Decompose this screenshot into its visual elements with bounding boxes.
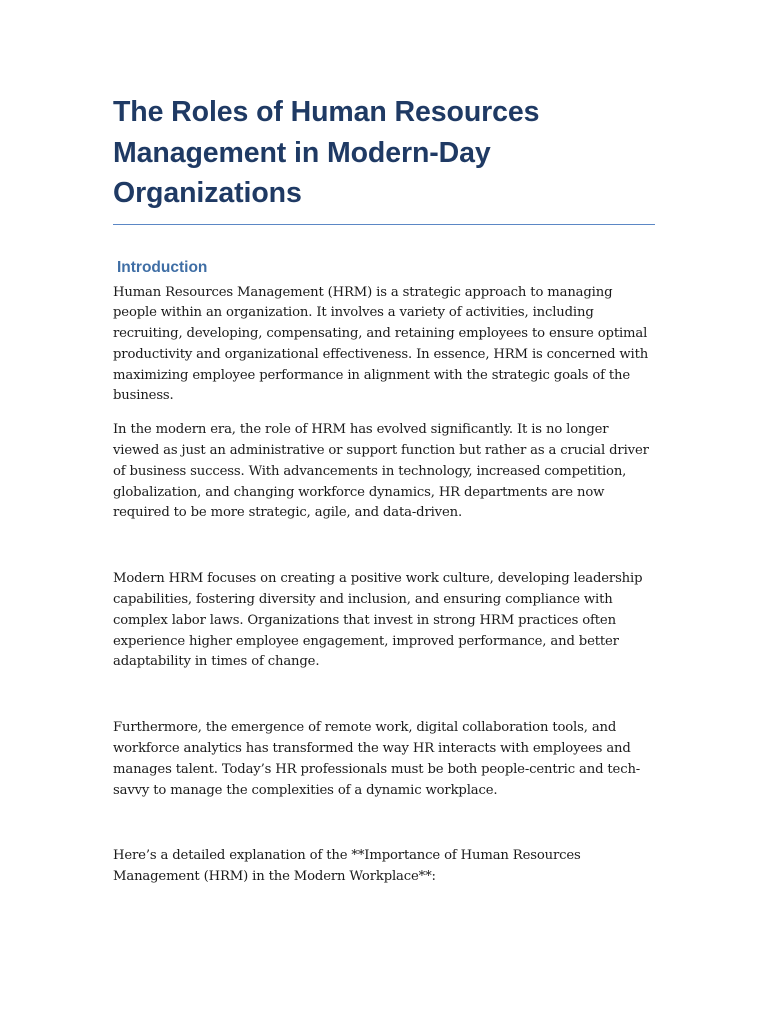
paragraph-4: Furthermore, the emergence of remote work, digital collaboration tools, and workforce analytics has transformed the way HR interacts with employees and manages talent. Today’s HR professionals must be both people-centric and tech-savvy to manage the complexities of a dynamic workplace.	[113, 720, 641, 798]
paragraph-1: Human Resources Management (HRM) is a strategic approach to managing people within an organization. It involves a variety of activities, including recruiting, developing, compensating, and retaining employees to ensure optimal productivity and organizational effectiveness. In essence, HRM is concerned with maximizing employee performance in alignment with the strategic goals of the business.	[113, 284, 649, 404]
section-heading-introduction: Introduction	[117, 258, 208, 276]
document-title: The Roles of Human Resources Management in Modern-Day Organizations	[113, 92, 655, 225]
paragraph-5: Here’s a detailed explanation of the **Importance of Human Resources Management (HRM) in the Modern Workplace**:	[113, 848, 581, 885]
paragraph-2: In the modern era, the role of HRM has evolved significantly. It is no longer viewed as just an administrative or support function but rather as a crucial driver of business success. With advancements in technology, increased competition, globalization, and changing workforce dynamics, HR departments are now required to be more strategic, agile, and data-driven.	[113, 422, 649, 521]
paragraph-3: Modern HRM focuses on creating a positive work culture, developing leadership capabilities, fostering diversity and inclusion, and ensuring compliance with complex labor laws. Organizations that invest in strong HRM practices often experience higher employee engagement, improved performance, and better adaptability in times of change.	[113, 571, 643, 670]
document-page	[113, 92, 655, 888]
